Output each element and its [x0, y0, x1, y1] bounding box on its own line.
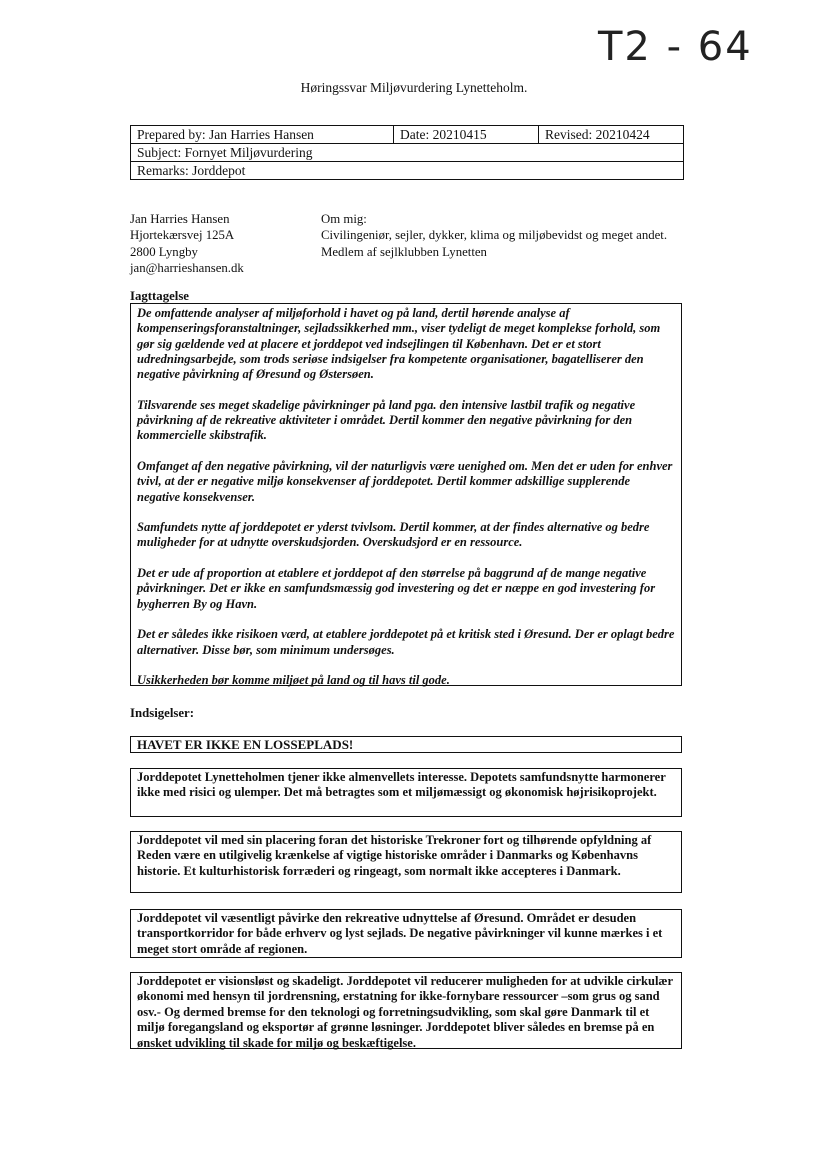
observation-box [130, 303, 682, 686]
document-title: Høringssvar Miljøvurdering Lynetteholm. [300, 80, 528, 95]
author-address [130, 211, 244, 276]
observation-paragraph: Det er således ikke risikoen værd, at etablere jorddepotet på et kritisk sted i Øresund. Der er oplagt bedre alternativer. Disse bør, som minimum undersøges. [137, 627, 675, 657]
author-city: 2800 Lyngby [130, 244, 198, 259]
objections-headline: HAVET ER IKKE EN LOSSEPLADS! [130, 736, 682, 753]
handwritten-stamp: T2 - 64 [598, 24, 753, 70]
header-row-2 [131, 144, 684, 162]
header-row-1 [131, 126, 684, 144]
about-heading: Om mig: [321, 212, 367, 226]
observation-paragraph: Tilsvarende ses meget skadelige påvirkninger på land pga. den intensive lastbil trafik og negative påvirkning af de rekreative aktiviteter i området. Dertil kommer den negative påvirkning for den kommercielle skibstrafik. [137, 397, 636, 443]
about-line-2: Medlem af sejlklubben Lynetten [321, 244, 487, 259]
header-table [130, 125, 684, 180]
observation-paragraph: Det er ude af proportion at etablere et jorddepot af den størrelse på baggrund af de mange negative påvirkninger. Det er ikke en samfundsmæssig god investering og det er næppe en god investering for bygherren By og Havn. [137, 566, 656, 611]
about-section [321, 211, 667, 260]
observation-conclusion: Usikkerheden bør komme miljøet på land og til havs til gode. [137, 673, 450, 688]
prepared-by-cell: Prepared by: Jan Harries Hansen [131, 126, 394, 144]
observation-paragraph: De omfattende analyser af miljøforhold i havet og på land, dertil hørende analyse af kompenseringsforanstaltninger, sejladssikkerhed mm., viser tydeligt de meget komplekse forhold, som gør sig gældende ved at placere et jorddepot ved indsejlingen til København. Det er et stort udredningsarbejde, som trods seriøse indsigelser fra kompetente organisationer, bagatelliserer den negative påvirkning af Øresund og Østersøen. [137, 306, 661, 382]
revised-cell: Revised: 20210424 [539, 126, 684, 144]
author-name: Jan Harries Hansen [130, 212, 230, 226]
objection-box: Jorddepotet vil med sin placering foran det historiske Trekroner fort og tilhørende opfyldning af Reden være en utilgivelig krænkelse af vigtige historiske områder i Danmarks og Københavns historie. Et kulturhistorisk forræderi og ringeagt, som normalt ikke accepteres i Danmark. [130, 831, 682, 893]
header-row-3 [131, 162, 684, 180]
objections-label: Indsigelser: [130, 706, 194, 720]
about-line-1: Civilingeniør, sejler, dykker, klima og miljøbevidst og meget andet. [321, 228, 668, 243]
observation-paragraph: Samfundets nytte af jorddepotet er yderst tvivlsom. Dertil kommer, at der findes alternative og bedre muligheder for at udnytte overskudsjorden. Overskudsjord er en ressource. [137, 520, 650, 550]
observation-label: Iagttagelse [130, 289, 189, 303]
objection-box: Jorddepotet vil væsentligt påvirke den rekreative udnyttelse af Øresund. Området er desuden transportkorridor for både erhverv og lyst sejlads. De negative påvirkninger vil kunne mærkes i et meget stort område af regionen. [130, 909, 682, 958]
author-email: jan@harrieshansen.dk [130, 260, 244, 275]
remarks-cell: Remarks: Jorddepot [131, 162, 684, 180]
objection-box: Jorddepotet Lynetteholmen tjener ikke almenvellets interesse. Depotets samfundsnytte harmonerer ikke med risici og ulemper. Det må betragtes som et miljømæssigt og økonomisk højrisikoprojekt. [130, 768, 682, 817]
objection-box: Jorddepotet er visionsløst og skadeligt. Jorddepotet vil reducerer muligheden for at udvikle cirkulær økonomi med hensyn til jordrensning, erstatning for ikke-fornybare ressourcer –som grus og sand osv.- Og dermed bremse for den teknologi og forretningsudvikling, som skal gøre Danmark til et miljø foregangsland og eksportør af grønne løsninger. Jorddepotet bliver således en bremse på en ønsket udvikling til skade for miljø og beskæftigelse. [130, 972, 682, 1049]
date-cell: Date: 20210415 [394, 126, 539, 144]
observation-paragraph: Omfanget af den negative påvirkning, vil der naturligvis være uenighed om. Men det er uden for enhver tvivl, at der er negative miljø konsekvenser af jorddepotet. Dertil kommer adskillige supplerende negative konsekvenser. [137, 458, 673, 504]
author-street: Hjortekærsvej 125A [130, 228, 235, 243]
subject-cell: Subject: Fornyet Miljøvurdering [131, 144, 684, 162]
